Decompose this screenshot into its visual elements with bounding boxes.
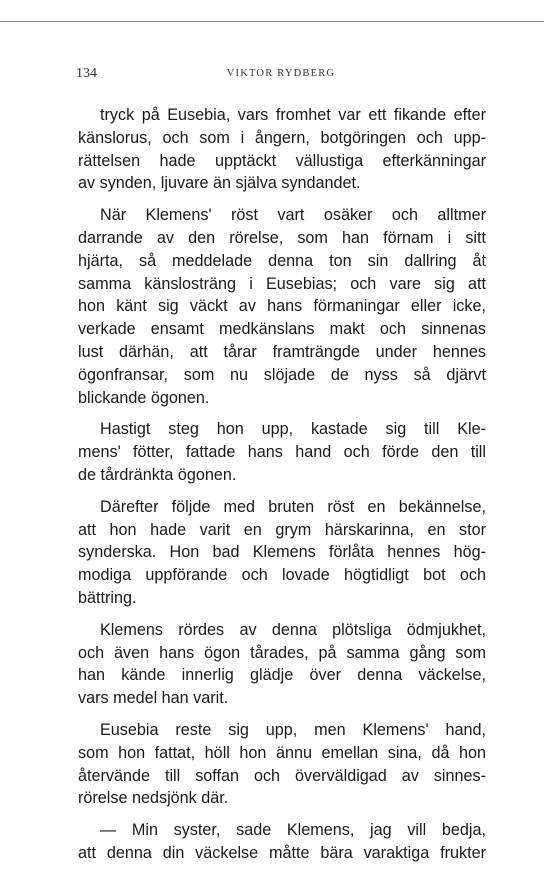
text-line: samma känslosträng i Eusebias; och vare sig att [78,274,486,293]
top-rule [0,21,544,22]
text-line: rättelsen hade upptäckt vällustiga efterkänningar [78,151,486,170]
text-line: Hastigt steg hon upp, kastade sig till Kle- [100,420,486,439]
text-line: bättring. [78,588,137,607]
text-line: lust därhän, att tårar framträngde under hennes [78,342,486,361]
paragraph [78,619,486,710]
text-line: synderska. Hon bad Klemens förlåta hennes hög- [78,543,486,562]
paragraph [78,496,486,610]
text-line: — Min syster, sade Klemens, jag vill bedja, [100,821,486,840]
text-line: hjärta, så meddelade denna ton sin dallring åt [78,251,486,270]
text-line: blickande ögonen. [78,388,210,407]
text-line: rörelse nedsjönk där. [78,789,229,808]
text-line: hon känt sig väckt av hans förmaningar eller icke, [78,297,486,316]
running-head: VIKTOR RYDBERG [226,68,336,79]
page-number: 134 [76,66,97,81]
text-line: modiga uppförande och lovade högtidligt bot och [78,566,486,585]
text-line: vars medel han varit. [78,689,229,708]
text-line: att denna din väckelse måtte bära varaktiga frukter [78,843,486,862]
text-line: mens' fötter, fattade hans hand och förde den till [78,443,486,462]
text-line: När Klemens' röst vart osäker och alltmer [100,206,486,225]
text-line: de tårdränkta ögonen. [78,465,237,484]
paragraph [78,418,486,486]
text-line: Klemens rördes av denna plötsliga ödmjukhet, [100,620,486,639]
text-line: att hon hade varit en grym härskarinna, en stor [78,520,486,539]
paragraph [78,204,486,409]
paragraph [78,819,486,865]
body-text [78,104,486,874]
text-line: återvände till soffan och överväldigad av sinnes- [78,766,486,785]
text-line: som hon fattat, höll hon ännu emellan sina, då hon [78,743,486,762]
text-line: Eusebia reste sig upp, men Klemens' hand, [100,720,486,739]
text-line: Därefter följde med bruten röst en bekännelse, [100,497,486,516]
page-header [76,66,486,86]
text-line: han kände innerlig glädje över denna väckelse, [78,666,486,685]
paragraph [78,104,486,195]
text-line: tryck på Eusebia, vars fromhet var ett fikande efter [100,106,486,124]
text-line: ögonfransar, som nu slöjade de nyss så djärvt [78,365,486,384]
text-line: verkade ensamt medkänslans makt och sinnenas [78,320,486,339]
text-line: och även hans ögon tårades, på samma gång som [78,643,486,662]
text-line: darrande av den rörelse, som han förnam i sitt [78,228,486,247]
text-line: känslorus, och som i ångern, botgöringen och upp- [78,128,486,147]
text-line: av synden, ljuvare än själva syndandet. [78,174,361,193]
paragraph [78,719,486,810]
